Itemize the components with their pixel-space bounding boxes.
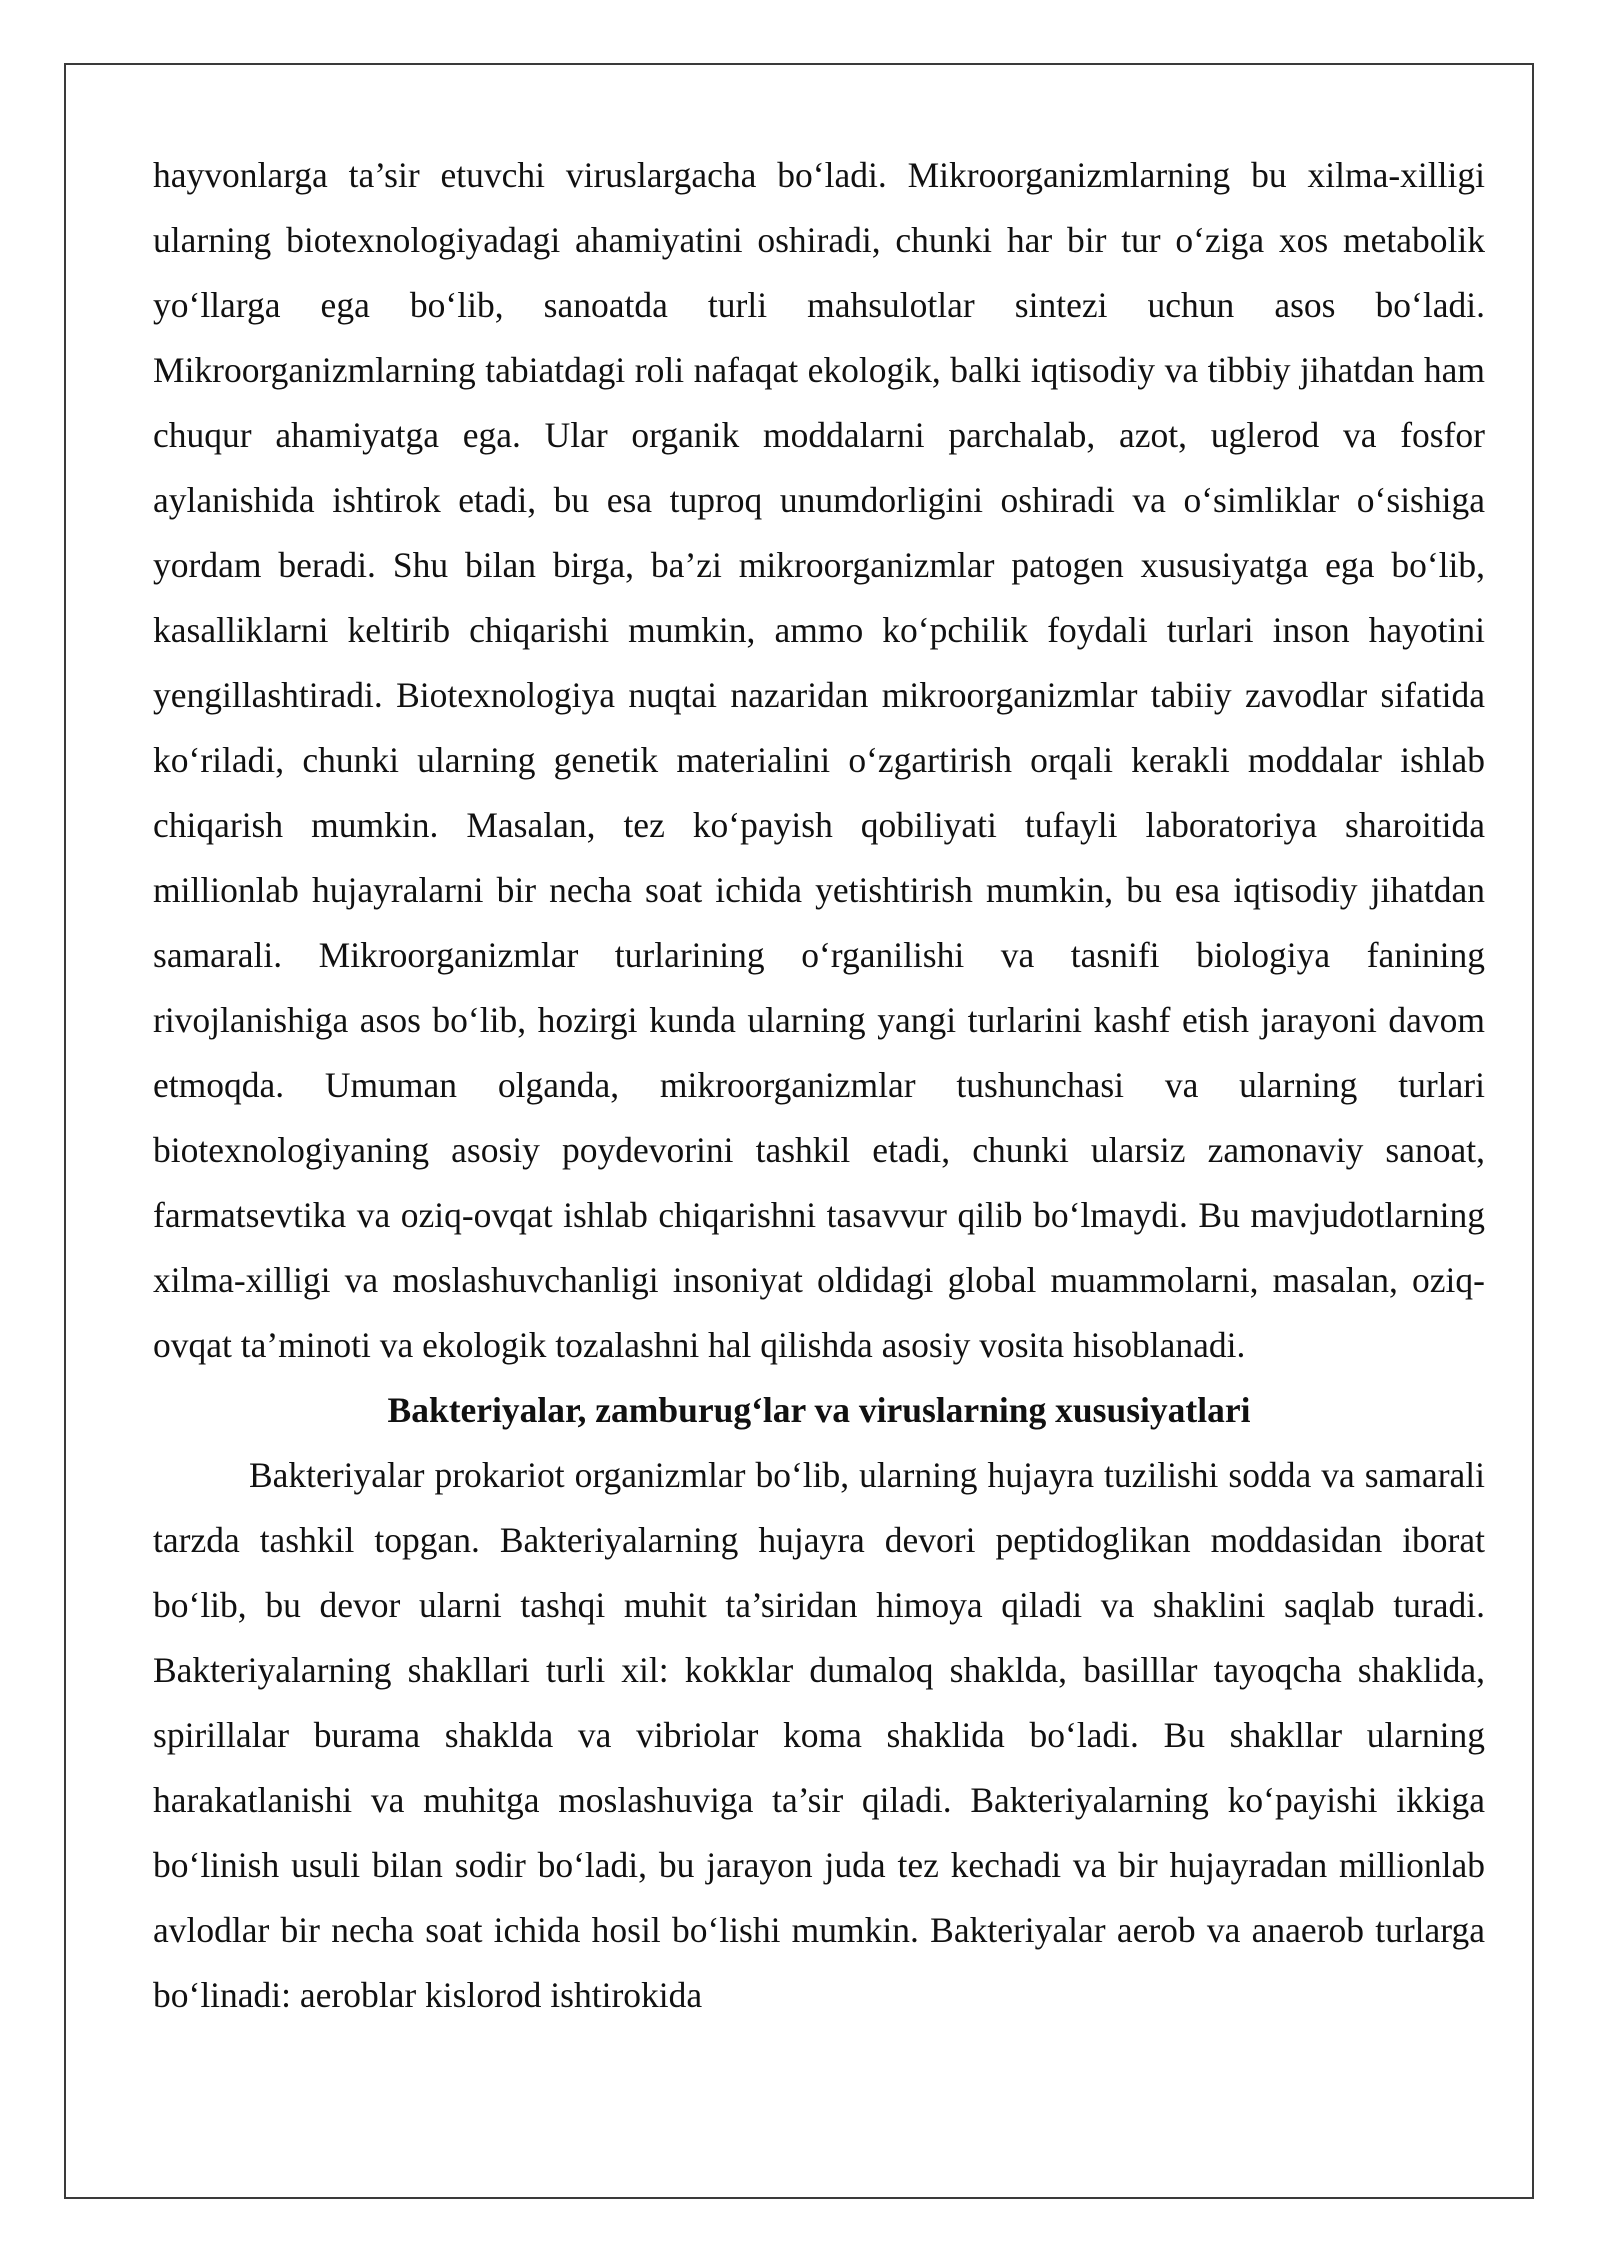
section-heading: Bakteriyalar, zamburug‘lar va viruslarning xususiyatlari [387,1390,1251,1430]
page-content [153,143,1485,2028]
body-paragraph: hayvonlarga ta’sir etuvchi viruslargacha bo‘ladi. Mikroorganizmlarning bu xilma-xilligi ularning biotexnologiyadagi ahamiyatini oshiradi, chunki har bir tur o‘ziga xos metabolik yo‘llarga ega bo‘lib, sanoatda turli mahsulotlar sintezi uchun asos bo‘ladi. Mikroorganizmlarning tabiatdagi roli nafaqat ekologik, balki iqtisodiy va tibbiy jihatdan ham chuqur ahamiyatga ega. Ular organik moddalarni parchalab, azot, uglerod va fosfor aylanishida ishtirok etadi, bu esa tuproq unumdorligini oshiradi va o‘simliklar o‘sishiga yordam beradi. Shu bilan birga, ba’zi mikroorganizmlar patogen xususiyatga ega bo‘lib, kasalliklarni keltirib chiqarishi mumkin, ammo ko‘pchilik foydali turlari inson hayotini yengillashtiradi. Biotexnologiya nuqtai nazaridan mikroorganizmlar tabiiy zavodlar sifatida ko‘riladi, chunki ularning genetik materialini o‘zgartirish orqali kerakli moddalar ishlab chiqarish mumkin. Masalan, tez ko‘payish qobiliyati tufayli laboratoriya sharoitida millionlab hujayralarni bir necha soat ichida yetishtirish mumkin, bu esa iqtisodiy jihatdan samarali. Mikroorganizmlar turlarining o‘rganilishi va tasnifi biologiya fanining rivojlanishiga asos bo‘lib, hozirgi kunda ularning yangi turlarini kashf etish jarayoni davom etmoqda. Umuman olganda, mikroorganizmlar tushunchasi va ularning turlari biotexnologiyaning asosiy poydevorini tashkil etadi, chunki ularsiz zamonaviy sanoat, farmatsevtika va oziq-ovqat ishlab chiqarishni tasavvur qilib bo‘lmaydi. Bu mavjudotlarning xilma-xilligi va moslashuvchanligi insoniyat oldidagi global muammolarni, masalan, oziq-ovqat ta’minoti va ekologik tozalashni hal qilishda asosiy vosita hisoblanadi. [153,155,1485,1365]
body-paragraph: Bakteriyalar prokariot organizmlar bo‘lib, ularning hujayra tuzilishi sodda va samarali tarzda tashkil topgan. Bakteriyalarning hujayra devori peptidoglikan moddasidan iborat bo‘lib, bu devor ularni tashqi muhit ta’siridan himoya qiladi va shaklini saqlab turadi. Bakteriyalarning shakllari turli xil: kokklar dumaloq shaklda, basilllar tayoqcha shaklida, spirillalar burama shaklda va vibriolar koma shaklida bo‘ladi. Bu shakllar ularning harakatlanishi va muhitga moslashuviga ta’sir qiladi. Bakteriyalarning ko‘payishi ikkiga bo‘linish usuli bilan sodir bo‘ladi, bu jarayon juda tez kechadi va bir hujayradan millionlab avlodlar bir necha soat ichida hosil bo‘lishi mumkin. Bakteriyalar aerob va anaerob turlarga bo‘linadi: aeroblar kislorod ishtirokida [153,1455,1485,2015]
